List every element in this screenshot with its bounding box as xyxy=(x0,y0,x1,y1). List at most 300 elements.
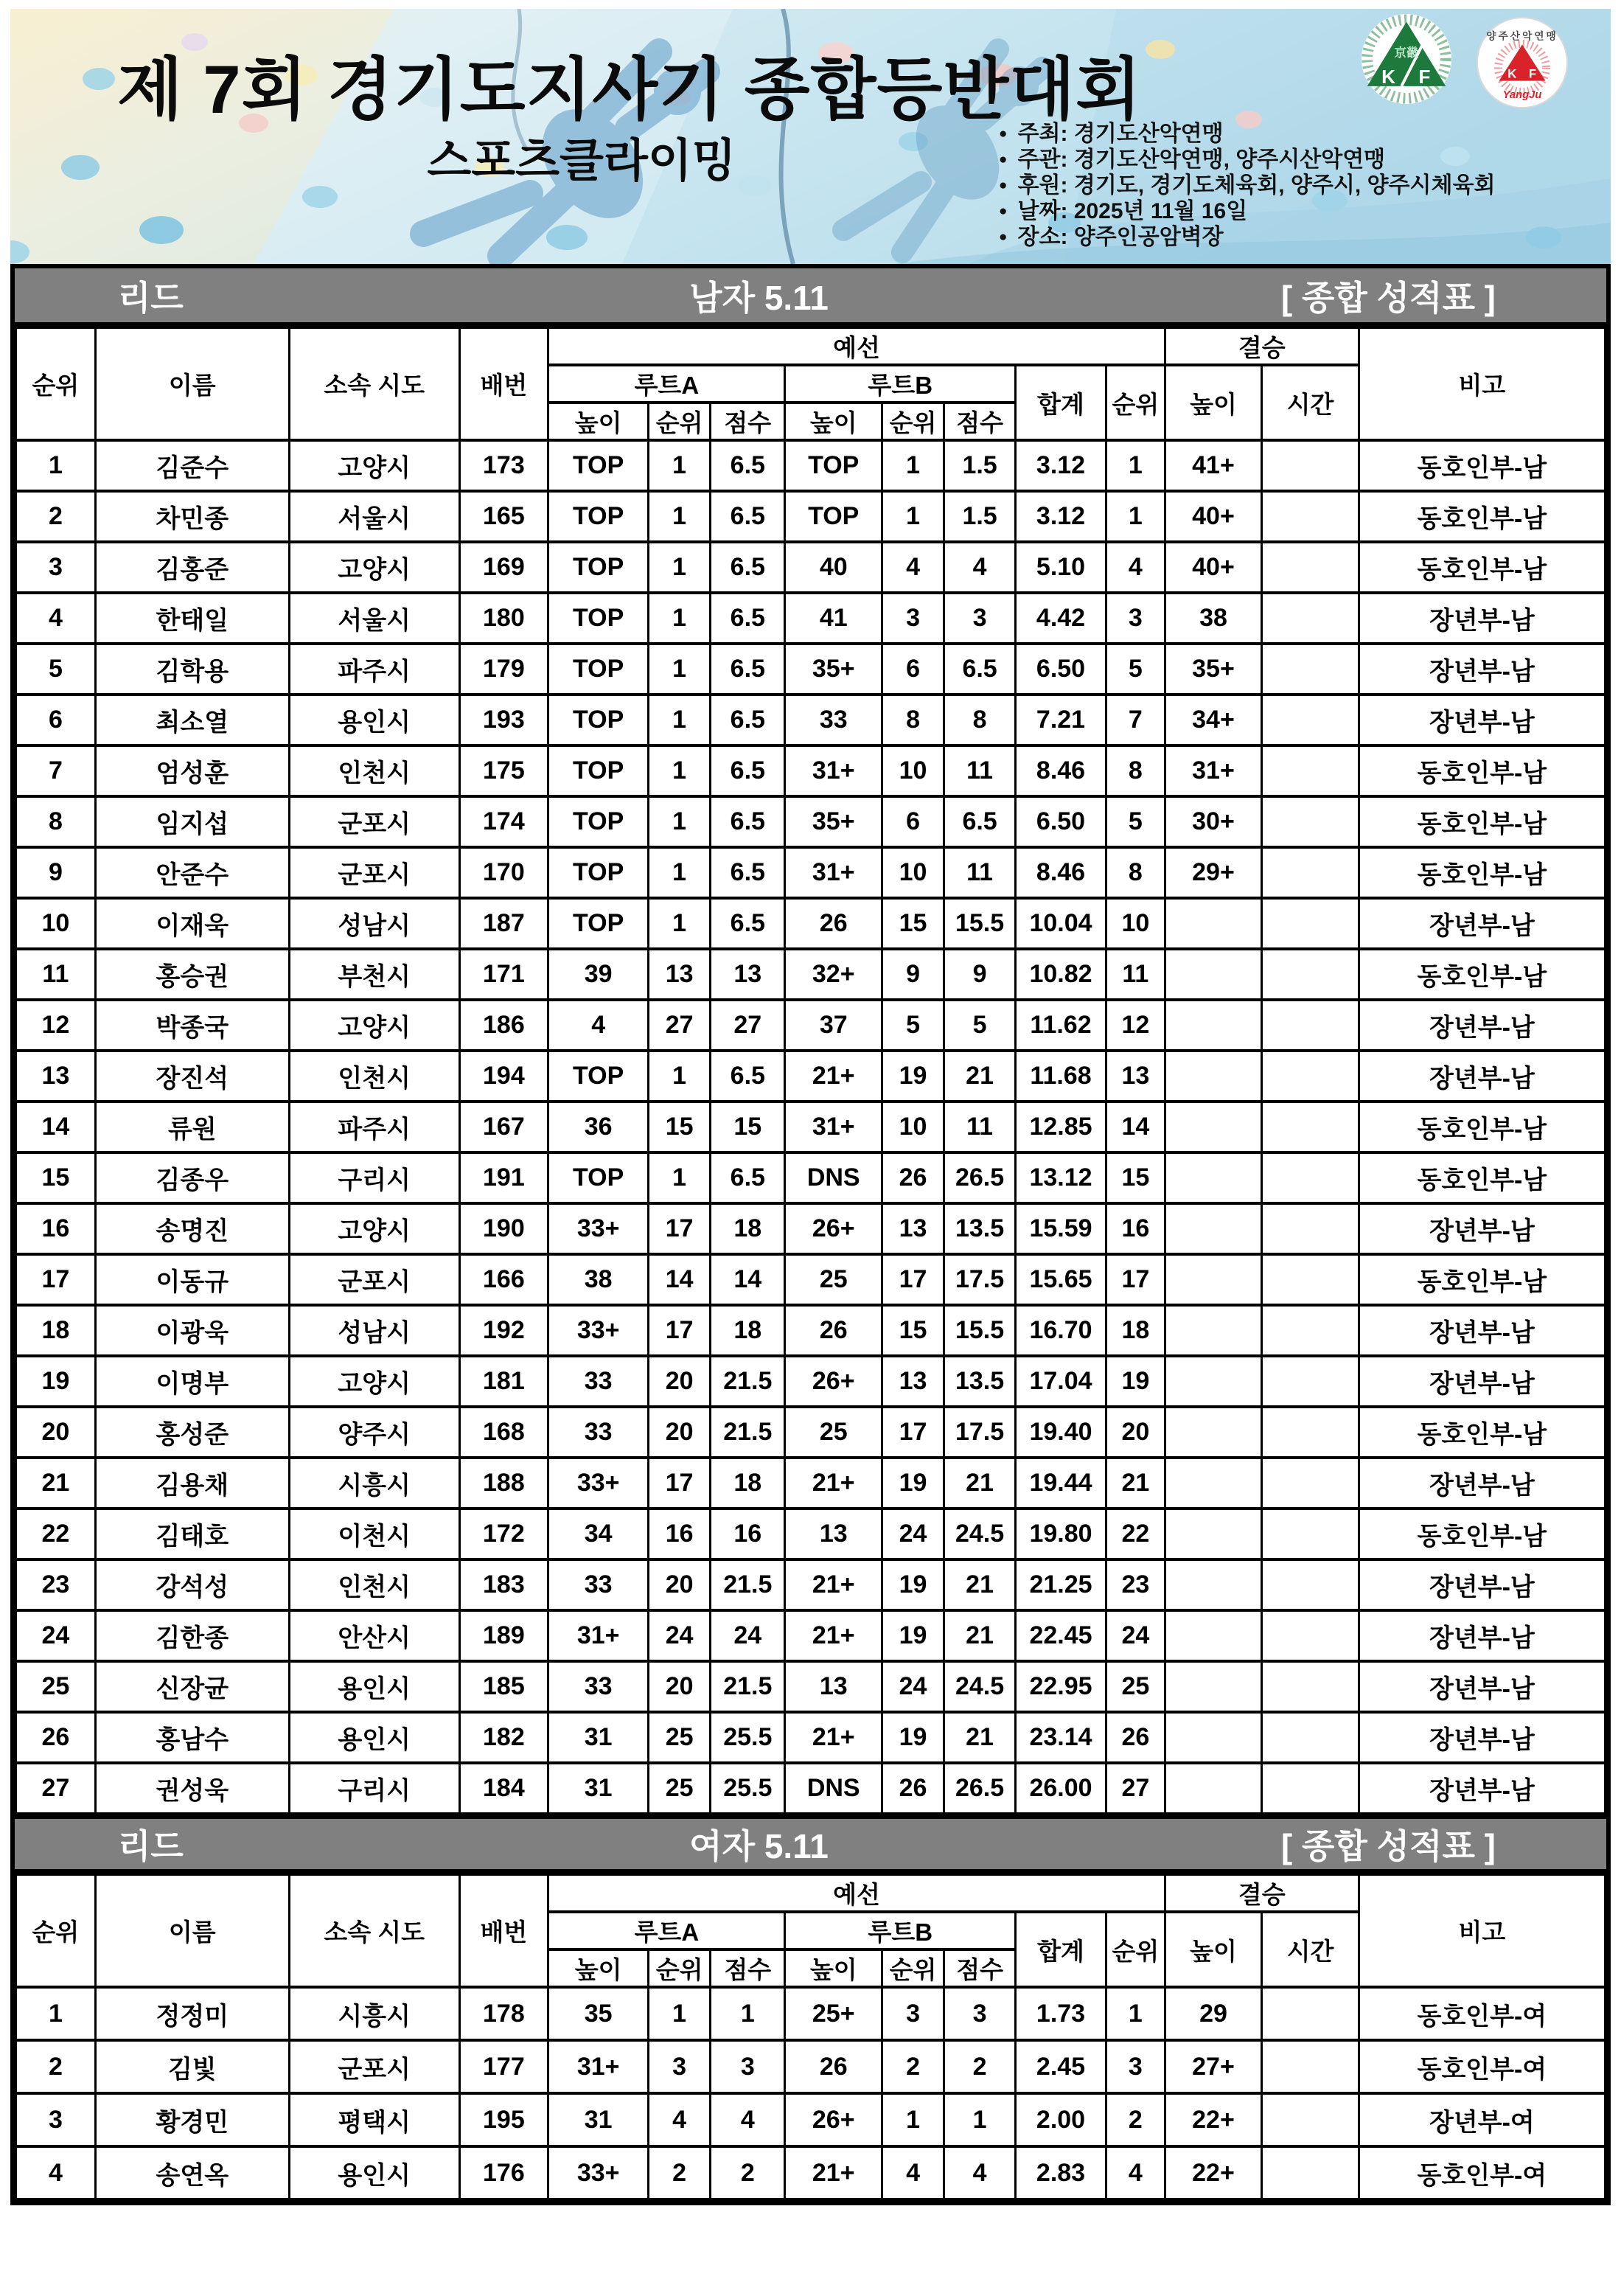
table-row xyxy=(16,1661,1606,1712)
table-cell: 21+ xyxy=(785,2146,882,2199)
table-cell: 19 xyxy=(16,1356,96,1407)
table-cell xyxy=(1165,1509,1262,1559)
table-cell: 4 xyxy=(548,1000,649,1051)
table-cell: 168 xyxy=(459,1407,548,1458)
info-text: 주관: 경기도산악연맹, 양주시산악연맹 xyxy=(1017,147,1386,172)
table-cell: 차민종 xyxy=(95,491,289,542)
table-cell: 24.5 xyxy=(944,1509,1016,1559)
table-cell: 1.73 xyxy=(1016,1987,1106,2040)
table-cell: 3 xyxy=(882,1987,944,2040)
table-cell: 용인시 xyxy=(289,1712,459,1763)
table-cell xyxy=(1165,1458,1262,1509)
table-cell: 4 xyxy=(1106,2146,1165,2199)
table-cell: 파주시 xyxy=(289,1102,459,1152)
table-cell: 동호인부-남 xyxy=(1359,1407,1605,1458)
table-cell: 5 xyxy=(1106,796,1165,847)
table-cell: 신장균 xyxy=(95,1661,289,1712)
table-cell: 22 xyxy=(1106,1509,1165,1559)
table-cell: 17.5 xyxy=(944,1407,1016,1458)
table-cell: 12 xyxy=(1106,1000,1165,1051)
table-cell: 35 xyxy=(548,1987,649,2040)
table-cell: 1 xyxy=(1106,1987,1165,2040)
table-row xyxy=(16,1000,1606,1051)
table-row xyxy=(16,593,1606,644)
table-cell: 1 xyxy=(649,898,711,949)
table-cell: 192 xyxy=(459,1305,548,1356)
table-cell: 29+ xyxy=(1165,847,1262,898)
table-cell: 4 xyxy=(711,2093,785,2146)
table-cell: 5 xyxy=(16,644,96,695)
table-cell: 1 xyxy=(649,1051,711,1102)
logo-bottom-text: YangJu xyxy=(1502,89,1542,102)
table-cell xyxy=(1262,1152,1359,1203)
table-cell: 184 xyxy=(459,1763,548,1814)
table-cell xyxy=(1165,1407,1262,1458)
table-cell: 26 xyxy=(882,1763,944,1814)
table-cell: 9 xyxy=(944,949,1016,1000)
table-cell: 14 xyxy=(1106,1102,1165,1152)
table-cell: 장년부-남 xyxy=(1359,593,1605,644)
table-cell: 170 xyxy=(459,847,548,898)
table-cell: 6 xyxy=(882,796,944,847)
table-cell: 19.40 xyxy=(1016,1407,1106,1458)
table-cell xyxy=(1262,1356,1359,1407)
table-cell: 24 xyxy=(882,1661,944,1712)
table-cell: 8 xyxy=(882,695,944,745)
bullet-icon: ● xyxy=(999,152,1008,167)
header-final-time: 시간 xyxy=(1262,365,1359,440)
table-cell: 21.5 xyxy=(711,1407,785,1458)
table-cell: 8.46 xyxy=(1016,847,1106,898)
table-cell: 이재욱 xyxy=(95,898,289,949)
table-cell: 동호인부-여 xyxy=(1359,1987,1605,2040)
table-cell: 홍성준 xyxy=(95,1407,289,1458)
table-cell: 4 xyxy=(649,2093,711,2146)
table-cell: 186 xyxy=(459,1000,548,1051)
table-cell: 인천시 xyxy=(289,1051,459,1102)
table-cell: 6.5 xyxy=(711,491,785,542)
table-cell: 송명진 xyxy=(95,1203,289,1254)
table-cell: 임지섭 xyxy=(95,796,289,847)
table-cell: TOP xyxy=(548,847,649,898)
table-cell: 21+ xyxy=(785,1610,882,1661)
table-cell: 3 xyxy=(711,2040,785,2093)
table-row xyxy=(16,1458,1606,1509)
table-cell: 고양시 xyxy=(289,1000,459,1051)
table-cell xyxy=(1262,644,1359,695)
table-cell: 5.10 xyxy=(1016,542,1106,593)
table-cell xyxy=(1165,1203,1262,1254)
table-row xyxy=(16,745,1606,796)
table-cell: 장년부-남 xyxy=(1359,1305,1605,1356)
table-cell: 193 xyxy=(459,695,548,745)
table-cell: 25+ xyxy=(785,1987,882,2040)
table-cell: 165 xyxy=(459,491,548,542)
table-cell: 33+ xyxy=(548,1305,649,1356)
table-cell: 25 xyxy=(649,1712,711,1763)
table-cell: 동호인부-남 xyxy=(1359,491,1605,542)
table-cell: 5 xyxy=(944,1000,1016,1051)
table-cell xyxy=(1262,593,1359,644)
section-bar-women xyxy=(15,1815,1606,1873)
table-cell: 33+ xyxy=(548,2146,649,2199)
table-cell: 181 xyxy=(459,1356,548,1407)
table-cell: 김준수 xyxy=(95,440,289,491)
event-subtitle: 스포츠클라이밍 xyxy=(427,136,736,187)
table-cell xyxy=(1262,1610,1359,1661)
table-cell: 21+ xyxy=(785,1559,882,1610)
table-cell: 37 xyxy=(785,1000,882,1051)
table-cell: 1 xyxy=(1106,491,1165,542)
table-cell: 21 xyxy=(944,1610,1016,1661)
header-route-a: 루트A xyxy=(548,365,785,403)
header-rank-b: 순위 xyxy=(882,403,944,440)
table-cell: 25 xyxy=(785,1254,882,1305)
table-cell: TOP xyxy=(548,542,649,593)
table-cell: 6.5 xyxy=(944,644,1016,695)
info-venue xyxy=(999,224,1611,250)
table-cell: 30+ xyxy=(1165,796,1262,847)
table-cell: TOP xyxy=(548,796,649,847)
event-type-label: 리드 xyxy=(118,278,184,317)
table-cell: 15 xyxy=(1106,1152,1165,1203)
table-cell: 17 xyxy=(882,1254,944,1305)
table-cell: 35+ xyxy=(1165,644,1262,695)
table-cell: 25 xyxy=(785,1407,882,1458)
table-cell: 19 xyxy=(882,1610,944,1661)
table-cell: 6.5 xyxy=(711,745,785,796)
table-cell xyxy=(1262,1000,1359,1051)
table-cell: 장년부-남 xyxy=(1359,1203,1605,1254)
table-cell: 9 xyxy=(882,949,944,1000)
table-cell: 24 xyxy=(16,1610,96,1661)
table-cell: 20 xyxy=(649,1559,711,1610)
table-cell: 169 xyxy=(459,542,548,593)
table-cell: 31 xyxy=(548,2093,649,2146)
table-cell xyxy=(1165,1152,1262,1203)
table-cell xyxy=(1262,440,1359,491)
table-row xyxy=(16,695,1606,745)
table-cell: 174 xyxy=(459,796,548,847)
table-cell xyxy=(1262,2093,1359,2146)
table-cell: 동호인부-남 xyxy=(1359,440,1605,491)
header-bib: 배번 xyxy=(459,327,548,440)
table-cell: 1 xyxy=(649,491,711,542)
table-cell: 10 xyxy=(882,1102,944,1152)
yangju-federation-logo-icon xyxy=(1475,15,1569,110)
table-cell: 34+ xyxy=(1165,695,1262,745)
table-cell: 26.5 xyxy=(944,1152,1016,1203)
table-cell: 6.5 xyxy=(711,796,785,847)
table-cell: 10 xyxy=(882,847,944,898)
table-cell: 187 xyxy=(459,898,548,949)
table-cell: 용인시 xyxy=(289,1661,459,1712)
table-cell: 6.5 xyxy=(944,796,1016,847)
header-rank-sub: 순위 xyxy=(1106,365,1165,440)
table-cell xyxy=(1165,1305,1262,1356)
header-affiliation: 소속 시도 xyxy=(289,327,459,440)
table-cell: 1 xyxy=(649,644,711,695)
header-height-a: 높이 xyxy=(548,1949,649,1987)
table-row xyxy=(16,1763,1606,1814)
table-cell: 1.5 xyxy=(944,440,1016,491)
table-cell: 이명부 xyxy=(95,1356,289,1407)
table-cell: 안산시 xyxy=(289,1610,459,1661)
table-cell: 19.80 xyxy=(1016,1509,1106,1559)
table-cell: 동호인부-남 xyxy=(1359,542,1605,593)
table-cell: 26+ xyxy=(785,2093,882,2146)
table-cell: 10 xyxy=(882,745,944,796)
header-note: 비고 xyxy=(1359,327,1605,440)
table-cell: 동호인부-남 xyxy=(1359,1102,1605,1152)
table-cell: 15.5 xyxy=(944,1305,1016,1356)
table-cell: 1 xyxy=(711,1987,785,2040)
table-row xyxy=(16,1559,1606,1610)
table-cell: 4 xyxy=(1106,542,1165,593)
header-rank-a: 순위 xyxy=(649,1949,711,1987)
table-cell: 183 xyxy=(459,1559,548,1610)
table-cell: 1 xyxy=(649,695,711,745)
table-cell: 4 xyxy=(944,2146,1016,2199)
table-cell: 권성욱 xyxy=(95,1763,289,1814)
table-cell: 장년부-여 xyxy=(1359,2093,1605,2146)
table-row xyxy=(16,898,1606,949)
table-cell: 17 xyxy=(882,1407,944,1458)
table-cell: 10 xyxy=(16,898,96,949)
table-cell: 1 xyxy=(882,440,944,491)
table-cell xyxy=(1262,847,1359,898)
table-cell: 15 xyxy=(649,1102,711,1152)
table-row xyxy=(16,1356,1606,1407)
table-cell: TOP xyxy=(548,491,649,542)
table-cell: 15.65 xyxy=(1016,1254,1106,1305)
table-cell: 19 xyxy=(882,1458,944,1509)
table-cell: 시흥시 xyxy=(289,1458,459,1509)
table-cell: 14 xyxy=(711,1254,785,1305)
table-cell xyxy=(1165,1610,1262,1661)
table-row xyxy=(16,1509,1606,1559)
table-cell xyxy=(1262,1305,1359,1356)
table-cell: 1 xyxy=(944,2093,1016,2146)
table-row xyxy=(16,1987,1606,2040)
table-cell: 172 xyxy=(459,1509,548,1559)
table-cell: 4 xyxy=(16,593,96,644)
table-cell: 38 xyxy=(1165,593,1262,644)
table-cell: 27 xyxy=(711,1000,785,1051)
info-text: 주최: 경기도산악연맹 xyxy=(1017,122,1224,146)
table-cell: 175 xyxy=(459,745,548,796)
table-cell: 5 xyxy=(882,1000,944,1051)
table-cell: 19 xyxy=(882,1559,944,1610)
table-cell xyxy=(1165,1763,1262,1814)
table-cell xyxy=(1262,1203,1359,1254)
table-cell: 21 xyxy=(16,1458,96,1509)
table-row xyxy=(16,542,1606,593)
table-cell: 6.5 xyxy=(711,898,785,949)
table-row xyxy=(16,440,1606,491)
header-score-a: 점수 xyxy=(711,1949,785,1987)
table-cell: 용인시 xyxy=(289,2146,459,2199)
table-cell: 23 xyxy=(1106,1559,1165,1610)
table-cell: 8.46 xyxy=(1016,745,1106,796)
table-cell: 1 xyxy=(882,491,944,542)
table-cell: 178 xyxy=(459,1987,548,2040)
table-cell: TOP xyxy=(548,1051,649,1102)
table-cell: 21 xyxy=(944,1559,1016,1610)
table-cell: 190 xyxy=(459,1203,548,1254)
table-cell: 31+ xyxy=(785,745,882,796)
header-rank-a: 순위 xyxy=(649,403,711,440)
table-cell: 4.42 xyxy=(1016,593,1106,644)
table-cell: 20 xyxy=(1106,1407,1165,1458)
table-cell: 26+ xyxy=(785,1203,882,1254)
table-cell: 23.14 xyxy=(1016,1712,1106,1763)
table-cell: 6 xyxy=(16,695,96,745)
table-cell: 장년부-남 xyxy=(1359,1610,1605,1661)
table-cell: 6.5 xyxy=(711,695,785,745)
table-cell: 김용채 xyxy=(95,1458,289,1509)
table-cell: 2 xyxy=(1106,2093,1165,2146)
table-cell: 33 xyxy=(785,695,882,745)
table-cell: 18 xyxy=(711,1305,785,1356)
bullet-icon: ● xyxy=(999,126,1008,142)
table-cell: 김빛 xyxy=(95,2040,289,2093)
table-cell: 29 xyxy=(1165,1987,1262,2040)
table-cell: 한태일 xyxy=(95,593,289,644)
table-cell: 38 xyxy=(548,1254,649,1305)
table-cell: 179 xyxy=(459,644,548,695)
table-cell: 구리시 xyxy=(289,1152,459,1203)
event-title: 제 7회 경기도지사기 종합등반대회 xyxy=(116,52,1143,128)
table-cell: 18 xyxy=(711,1203,785,1254)
header-note: 비고 xyxy=(1359,1874,1605,1987)
table-cell: 27 xyxy=(649,1000,711,1051)
table-cell: 27+ xyxy=(1165,2040,1262,2093)
score-tables xyxy=(10,264,1611,2205)
table-cell: 15.59 xyxy=(1016,1203,1106,1254)
header-route-a: 루트A xyxy=(548,1912,785,1949)
table-cell: 6.5 xyxy=(711,847,785,898)
table-cell: 16 xyxy=(16,1203,96,1254)
table-cell: 20 xyxy=(16,1407,96,1458)
table-cell: 21.5 xyxy=(711,1661,785,1712)
table-cell: 17 xyxy=(649,1305,711,1356)
table-cell: 장년부-남 xyxy=(1359,1559,1605,1610)
table-row xyxy=(16,1102,1606,1152)
table-cell: 33 xyxy=(548,1356,649,1407)
table-cell: 18 xyxy=(1106,1305,1165,1356)
table-cell: 25 xyxy=(16,1661,96,1712)
info-host xyxy=(999,121,1611,147)
header-final-height: 높이 xyxy=(1165,1912,1262,1987)
table-cell: 황경민 xyxy=(95,2093,289,2146)
table-cell: 18 xyxy=(711,1458,785,1509)
table-cell: 군포시 xyxy=(289,847,459,898)
table-row xyxy=(16,1610,1606,1661)
table-cell: 182 xyxy=(459,1712,548,1763)
table-cell: 12 xyxy=(16,1000,96,1051)
table-cell: 1 xyxy=(16,440,96,491)
table-cell: 8 xyxy=(1106,745,1165,796)
sheet-title-label: [ 종합 성적표 ] xyxy=(1280,1827,1496,1865)
women-results-table xyxy=(15,1873,1606,2201)
table-cell: 40+ xyxy=(1165,491,1262,542)
table-cell: 동호인부-남 xyxy=(1359,1254,1605,1305)
table-cell: 16 xyxy=(1106,1203,1165,1254)
table-row xyxy=(16,949,1606,1000)
table-cell: 11 xyxy=(1106,949,1165,1000)
table-cell: 동호인부-여 xyxy=(1359,2146,1605,2199)
table-cell: 6.5 xyxy=(711,440,785,491)
header-final: 결승 xyxy=(1165,327,1359,365)
table-cell: 171 xyxy=(459,949,548,1000)
header-rank-sub: 순위 xyxy=(1106,1912,1165,1987)
table-cell: 4 xyxy=(882,2146,944,2199)
table-cell: 25 xyxy=(649,1763,711,1814)
table-cell: 장년부-남 xyxy=(1359,1000,1605,1051)
table-cell: 서울시 xyxy=(289,593,459,644)
men-results-table xyxy=(15,326,1606,1815)
table-cell xyxy=(1262,1509,1359,1559)
table-cell: 3 xyxy=(944,593,1016,644)
table-cell: 장년부-남 xyxy=(1359,1763,1605,1814)
header-route-b: 루트B xyxy=(785,365,1016,403)
bullet-icon: ● xyxy=(999,203,1008,219)
table-cell: 13 xyxy=(16,1051,96,1102)
table-cell: 성남시 xyxy=(289,898,459,949)
table-cell: 31 xyxy=(548,1763,649,1814)
table-cell: 19 xyxy=(882,1051,944,1102)
table-row xyxy=(16,847,1606,898)
table-cell: 장년부-남 xyxy=(1359,644,1605,695)
table-cell: 1 xyxy=(649,1987,711,2040)
event-banner xyxy=(10,9,1611,264)
table-cell: 180 xyxy=(459,593,548,644)
table-cell: 39 xyxy=(548,949,649,1000)
table-cell: 195 xyxy=(459,2093,548,2146)
table-cell: 13 xyxy=(882,1356,944,1407)
header-name: 이름 xyxy=(95,1874,289,1987)
table-cell: 194 xyxy=(459,1051,548,1102)
header-height-b: 높이 xyxy=(785,1949,882,1987)
table-cell: 33 xyxy=(548,1661,649,1712)
table-cell: 시흥시 xyxy=(289,1987,459,2040)
table-cell: 19 xyxy=(1106,1356,1165,1407)
info-sponsor xyxy=(999,173,1611,198)
table-cell xyxy=(1262,1987,1359,2040)
table-cell: 17 xyxy=(649,1458,711,1509)
table-cell: 21.25 xyxy=(1016,1559,1106,1610)
table-cell: 15.5 xyxy=(944,898,1016,949)
table-cell: 13 xyxy=(785,1509,882,1559)
header-score-b: 점수 xyxy=(944,1949,1016,1987)
header-total: 합계 xyxy=(1016,365,1106,440)
table-cell: 33 xyxy=(548,1559,649,1610)
table-cell: 용인시 xyxy=(289,695,459,745)
table-cell: 장년부-남 xyxy=(1359,695,1605,745)
table-cell: TOP xyxy=(548,440,649,491)
table-cell: 41 xyxy=(785,593,882,644)
division-label: 여자 5.11 xyxy=(689,1827,829,1865)
table-cell: 서울시 xyxy=(289,491,459,542)
table-cell: 11 xyxy=(16,949,96,1000)
table-cell: 15 xyxy=(711,1102,785,1152)
table-row xyxy=(16,1712,1606,1763)
table-cell: 김태호 xyxy=(95,1509,289,1559)
table-cell: 고양시 xyxy=(289,542,459,593)
table-cell: 21+ xyxy=(785,1712,882,1763)
table-cell xyxy=(1262,542,1359,593)
